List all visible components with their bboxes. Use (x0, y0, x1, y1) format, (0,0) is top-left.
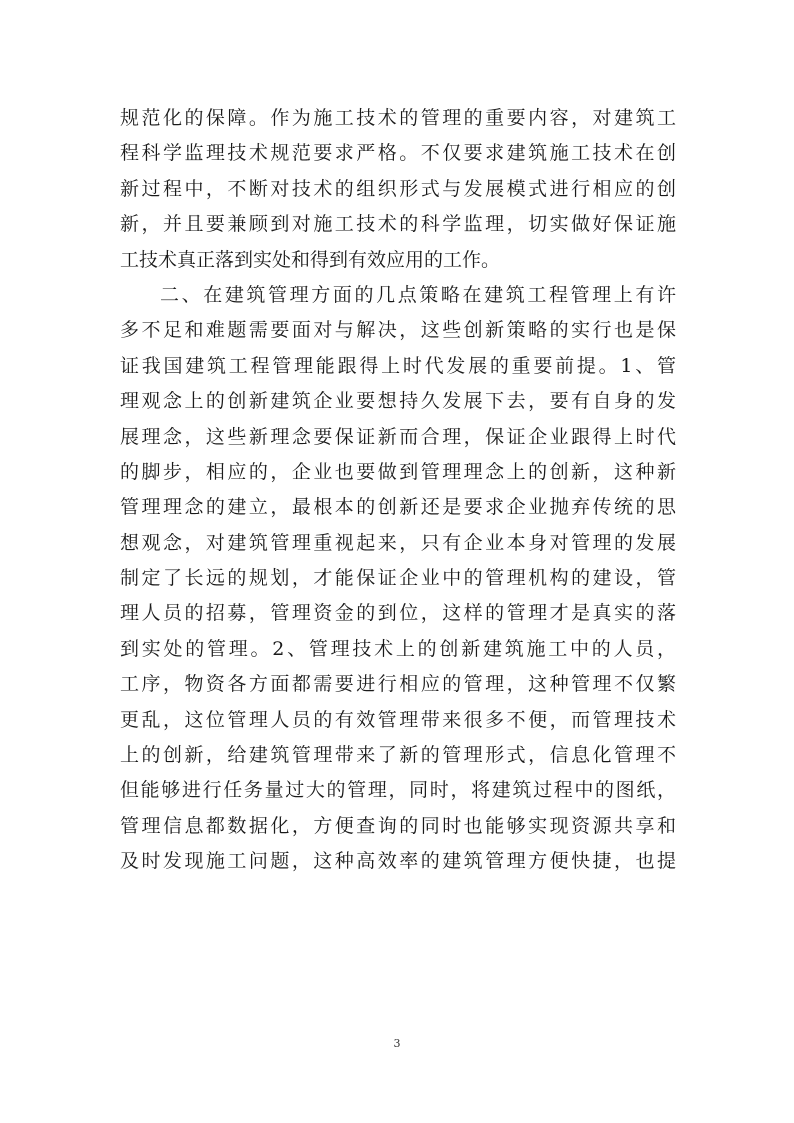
text-line: 规范化的保障。作为施工技术的管理的重要内容，对建筑工 (120, 107, 676, 129)
text-line: 上的创新，给建筑管理带来了新的管理形式，信息化管理不 (120, 744, 676, 767)
text-line: 及时发现施工问题，这种高效率的建筑管理方便快捷，也提 (120, 850, 676, 873)
paragraph-2 (120, 278, 676, 880)
body-text (120, 101, 676, 880)
text-line: 新过程中，不断对技术的组织形式与发展模式进行相应的创 (120, 177, 676, 200)
text-line: 想观念，对建筑管理重视起来，只有企业本身对管理的发展 (120, 531, 676, 554)
text-line: 展理念，这些新理念要保证新而合理，保证企业跟得上时代 (120, 425, 676, 448)
paragraph-1 (120, 101, 676, 278)
text-line: 管理理念的建立，最根本的创新还是要求企业抛弃传统的思 (120, 496, 676, 519)
page-number: 3 (393, 1037, 401, 1050)
text-line: 工序，物资各方面都需要进行相应的管理，这种管理不仅繁 (120, 673, 676, 696)
text-line: 工技术真正落到实处和得到有效应用的工作。 (120, 248, 501, 271)
text-line: 管理信息都数据化，方便查询的同时也能够实现资源共享和 (120, 814, 676, 837)
text-line: 的脚步，相应的，企业也要做到管理理念上的创新，这种新 (120, 460, 676, 483)
text-line: 制定了长远的规划，才能保证企业中的管理机构的建设，管 (120, 567, 676, 590)
text-line: 更乱，这位管理人员的有效管理带来很多不便，而管理技术 (120, 708, 676, 731)
text-line: 多不足和难题需要面对与解决，这些创新策略的实行也是保 (120, 319, 676, 342)
text-line: 理观念上的创新建筑企业要想持久发展下去，要有自身的发 (120, 390, 676, 413)
text-line: 到实处的管理。2、管理技术上的创新建筑施工中的人员， (120, 637, 676, 660)
text-line: 证我国建筑工程管理能跟得上时代发展的重要前提。1、管 (120, 354, 676, 377)
text-line: 二、在建筑管理方面的几点策略在建筑工程管理上有许 (160, 283, 676, 306)
text-line: 新，并且要兼顾到对施工技术的科学监理，切实做好保证施 (120, 213, 676, 236)
text-line: 但能够进行任务量过大的管理，同时，将建筑过程中的图纸， (120, 779, 676, 802)
text-line: 理人员的招募，管理资金的到位，这样的管理才是真实的落 (120, 602, 676, 625)
text-line: 程科学监理技术规范要求严格。不仅要求建筑施工技术在创 (120, 142, 676, 165)
